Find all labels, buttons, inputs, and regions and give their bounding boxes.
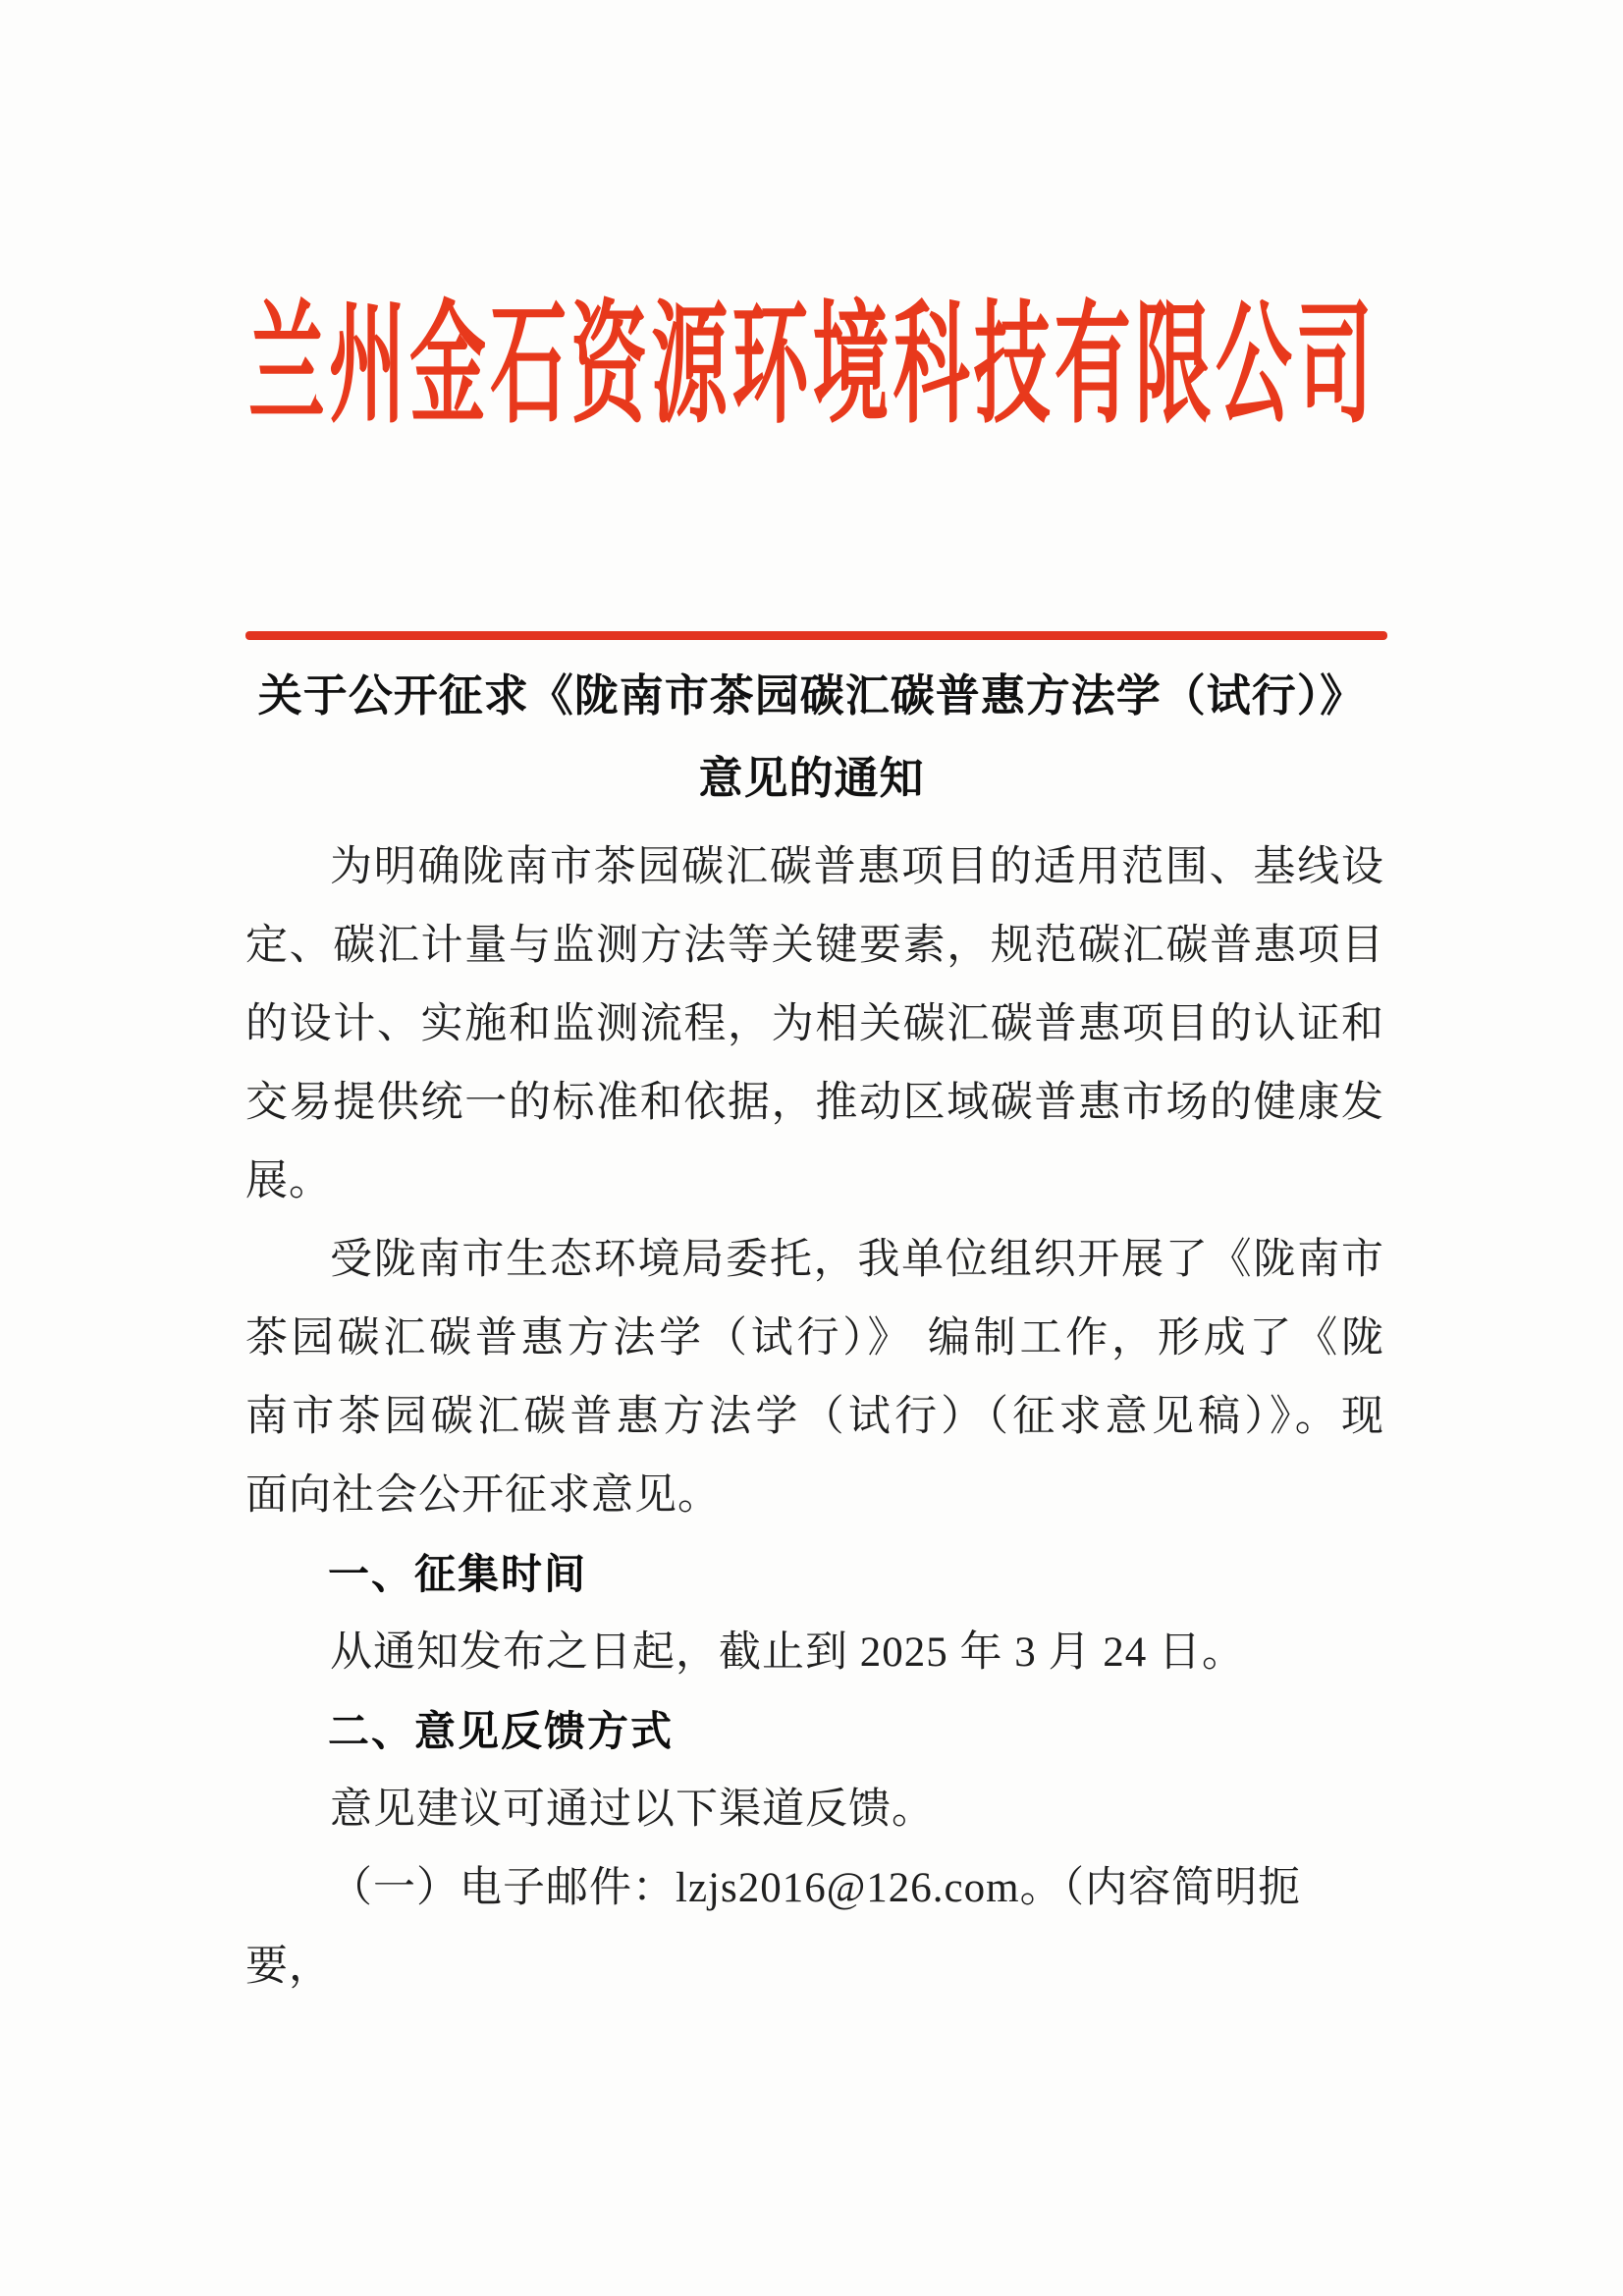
body-line: 面向社会公开征求意见。: [245, 1472, 721, 1519]
body-line: 的设计、实施和监测流程，为相关碳汇碳普惠项目的认证和: [245, 1001, 1384, 1047]
body-line-email: （一）电子邮件：lzjs2016@126.com。（内容简明扼要，: [245, 1865, 1302, 1990]
body-line: 交易提供统一的标准和依据，推动区域碳普惠市场的健康发: [245, 1080, 1384, 1126]
document-title: [0, 655, 1623, 820]
letterhead-company-name: 兰州金石资源环境科技有限公司: [248, 291, 1373, 440]
document-title-line-2: 意见的通知: [698, 754, 925, 803]
letterhead-divider-rule: [245, 631, 1387, 640]
document-title-line-1: 关于公开征求《陇南市茶园碳汇碳普惠方法学（试行）》: [257, 671, 1366, 721]
body-line: 为明确陇南市茶园碳汇碳普惠项目的适用范围、基线设: [330, 844, 1384, 890]
section-heading-1: 一、征集时间: [328, 1551, 588, 1597]
document-body: [245, 828, 1384, 2006]
body-line: 定、碳汇计量与监测方法等关键要素，规范碳汇碳普惠项目: [245, 923, 1384, 969]
body-line: 从通知发布之日起，截止到 2025 年 3 月 24 日。: [330, 1629, 1245, 1676]
body-line: 展。: [245, 1158, 332, 1204]
section-heading-2: 二、意见反馈方式: [328, 1708, 675, 1754]
body-line: 受陇南市生态环境局委托，我单位组织开展了《陇南市: [330, 1237, 1384, 1283]
body-line: 茶园碳汇碳普惠方法学（试行）》 编制工作，形成了《陇: [245, 1315, 1384, 1362]
body-line: 意见建议可通过以下渠道反馈。: [330, 1787, 935, 1833]
body-line: 南市茶园碳汇碳普惠方法学（试行）（征求意见稿）》。现: [245, 1394, 1384, 1440]
